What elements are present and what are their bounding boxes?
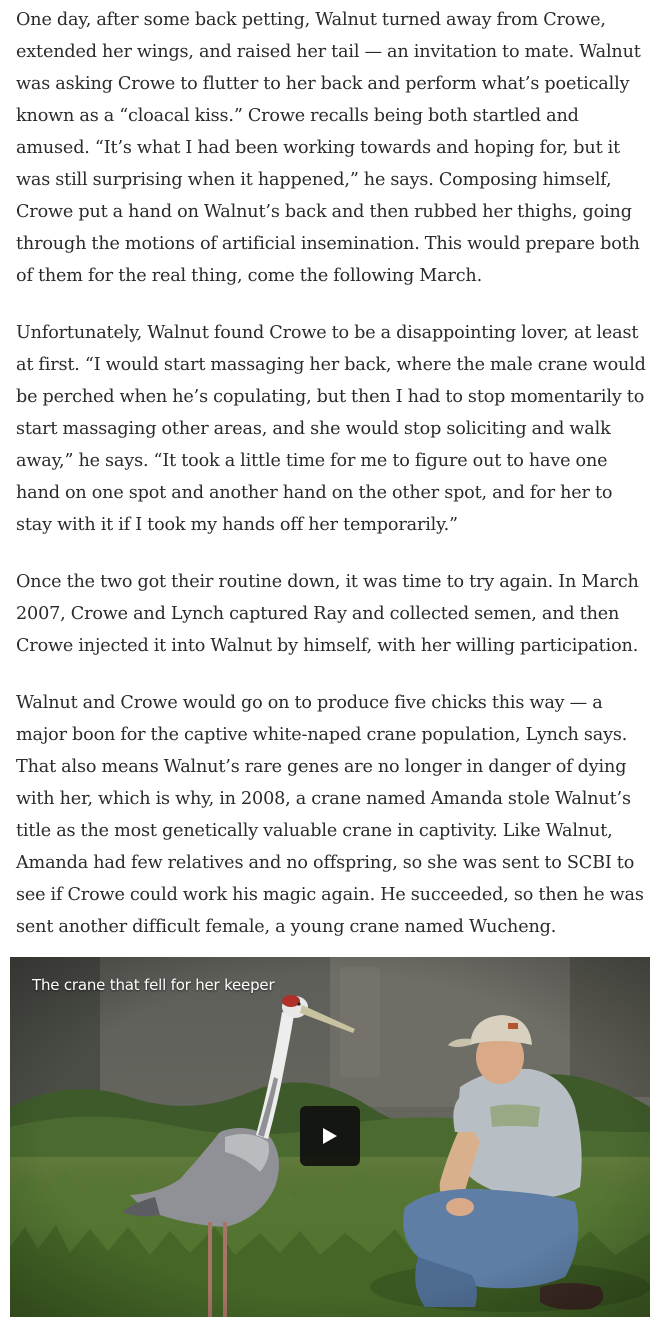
play-button[interactable] (300, 1106, 360, 1166)
article-paragraph-4: Walnut and Crowe would go on to produce five chicks this way — a major boon for the captive white-naped crane population, Lynch says. That also means Walnut’s rare genes are no longer in danger of dying with her, which is why, in 2008, a crane named Amanda stole Walnut’s title as the most genetically valuable crane in captivity. Like Walnut, Amanda had few relatives and no offspring, so she was sent to SCBI to see if Crowe could work his magic again. He succeeded, so then he was sent another difficult female, a young crane named Wucheng. (16, 693, 644, 937)
article-paragraph-3: Once the two got their routine down, it was time to try again. In March 2007, Crowe and Lynch captured Ray and collected semen, and then Crowe injected it into Walnut by himself, with her willing participation. (16, 572, 639, 656)
video-player[interactable] (10, 957, 650, 1317)
video-title: The crane that fell for her keeper (32, 976, 275, 994)
article-body (16, 4, 648, 968)
article-paragraph-2: Unfortunately, Walnut found Crowe to be a disappointing lover, at least at first. “I would start massaging her back, where the male crane would be perched when he’s copulating, but then I had to stop momentarily to start massaging other areas, and she would stop soliciting and walk away,” he says. “It took a little time for me to figure out to have one hand on one spot and another hand on the other spot, and for her to stay with it if I took my hands off her temporarily.” (16, 323, 646, 535)
article-paragraph-1: One day, after some back petting, Walnut turned away from Crowe, extended her wings, and raised her tail — an invitation to mate. Walnut was asking Crowe to flutter to her back and perform what’s poetically known as a “cloacal kiss.” Crowe recalls being both startled and amused. “It’s what I had been working towards and hoping for, but it was still surprising when it happened,” he says. Composing himself, Crowe put a hand on Walnut’s back and then rubbed her thighs, going through the motions of artificial insemination. This would prepare both of them for the real thing, come the following March. (16, 10, 641, 286)
play-icon (323, 1128, 337, 1144)
